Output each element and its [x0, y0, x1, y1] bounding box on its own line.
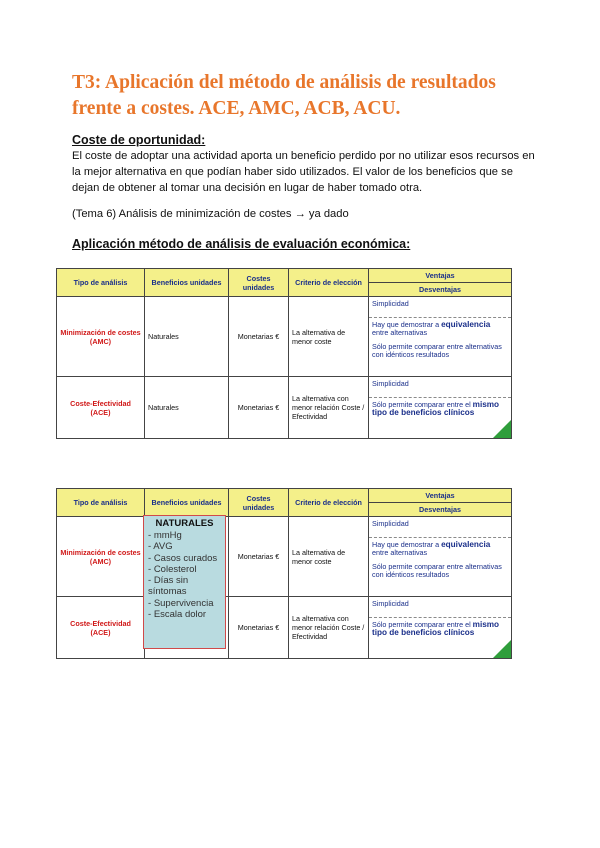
ventaja-text: Simplicidad: [372, 599, 409, 608]
header-desventajas: Desventajas: [369, 283, 512, 297]
row-ventajas-cell: [369, 597, 512, 659]
table-row: [57, 377, 512, 439]
desventaja-1: Sólo permite comparar entre el mismo tipo de beneficios clínicos: [372, 400, 500, 417]
header-ventajas: Ventajas: [369, 489, 512, 503]
opportunity-heading: Coste de oportunidad:: [72, 133, 206, 147]
desventaja-2: Sólo permite comparar entre alternativas con idénticos resultados: [372, 562, 502, 579]
desventajas-block: [369, 537, 511, 582]
naturales-overlay: [143, 515, 226, 649]
analysis-table-2: [56, 488, 512, 659]
header-tipo: Tipo de análisis: [57, 489, 145, 517]
desventajas-block: [369, 397, 511, 420]
row-costes: Monetarias €: [229, 377, 289, 439]
desventaja-1: Hay que demostrar a equivalencia entre alternativas: [372, 540, 491, 557]
application-heading: Aplicación método de análisis de evaluación económica:: [72, 237, 411, 251]
row-costes: Monetarias €: [229, 297, 289, 377]
list-item: - Días sin síntomas: [148, 575, 221, 598]
row-beneficios: Naturales: [145, 377, 229, 439]
list-item: - Colesterol: [148, 564, 221, 575]
desventaja-1: Hay que demostrar a equivalencia entre alternativas: [372, 320, 491, 337]
header-tipo: Tipo de análisis: [57, 269, 145, 297]
row-ventajas-cell: [369, 297, 512, 377]
header-ventajas: Ventajas: [369, 269, 512, 283]
header-criterio: Criterio de elección: [289, 489, 369, 517]
desventaja-2: Sólo permite comparar entre alternativas con idénticos resultados: [372, 342, 502, 359]
list-item: - Casos curados: [148, 553, 221, 564]
desventaja-1: Sólo permite comparar entre el mismo tipo de beneficios clínicos: [372, 620, 500, 637]
list-item: - Supervivencia: [148, 598, 221, 609]
opportunity-body: El coste de adoptar una actividad aporta un beneficio perdido por no utilizar esos recursos en la mejor alternativa en que podían haber sido utilizados. El valor de los beneficios que se dejan de obtener al tomar una decisión en lugar de haber tomado otra.: [72, 150, 535, 194]
row-tipo: Coste-Efectividad (ACE): [57, 377, 145, 439]
row-ventajas-cell: [369, 517, 512, 597]
row-criterio: La alternativa de menor coste: [289, 297, 369, 377]
row-tipo: Minimización de costes (AMC): [57, 517, 145, 597]
table-row: [57, 517, 512, 597]
row-beneficios: Naturales: [145, 297, 229, 377]
table-row: [57, 597, 512, 659]
list-item: - AVG: [148, 541, 221, 552]
ventaja-text: Simplicidad: [372, 299, 409, 308]
list-item: - Escala dolor: [148, 609, 221, 620]
header-beneficios: Beneficios unidades: [145, 269, 229, 297]
list-item: - mmHg: [148, 530, 221, 541]
corner-triangle-icon: [493, 420, 511, 438]
ventaja-text: Simplicidad: [372, 519, 409, 528]
row-costes: Monetarias €: [229, 517, 289, 597]
row-ventajas-cell: [369, 377, 512, 439]
desventajas-block: [369, 317, 511, 362]
table-row: [57, 297, 512, 377]
row-costes: Monetarias €: [229, 597, 289, 659]
header-beneficios: Beneficios unidades: [145, 489, 229, 517]
row-criterio: La alternativa de menor coste: [289, 517, 369, 597]
header-costes: Costes unidades: [229, 269, 289, 297]
row-criterio: La alternativa con menor relación Coste / Efectividad: [289, 377, 369, 439]
analysis-table-1: [56, 268, 512, 439]
overlay-list: [148, 530, 221, 620]
row-tipo: Minimización de costes (AMC): [57, 297, 145, 377]
ventaja-text: Simplicidad: [372, 379, 409, 388]
page-title: T3: Aplicación del método de análisis de resultados frente a costes. ACE, AMC, ACB, ACU.: [72, 72, 496, 119]
header-criterio: Criterio de elección: [289, 269, 369, 297]
overlay-title: NATURALES: [155, 518, 214, 529]
row-tipo: Coste-Efectividad (ACE): [57, 597, 145, 659]
corner-triangle-icon: [493, 640, 511, 658]
opportunity-note: (Tema 6) Análisis de minimización de costes → ya dado: [72, 208, 349, 220]
row-criterio: La alternativa con menor relación Coste / Efectividad: [289, 597, 369, 659]
header-desventajas: Desventajas: [369, 503, 512, 517]
desventajas-block: [369, 617, 511, 640]
header-costes: Costes unidades: [229, 489, 289, 517]
